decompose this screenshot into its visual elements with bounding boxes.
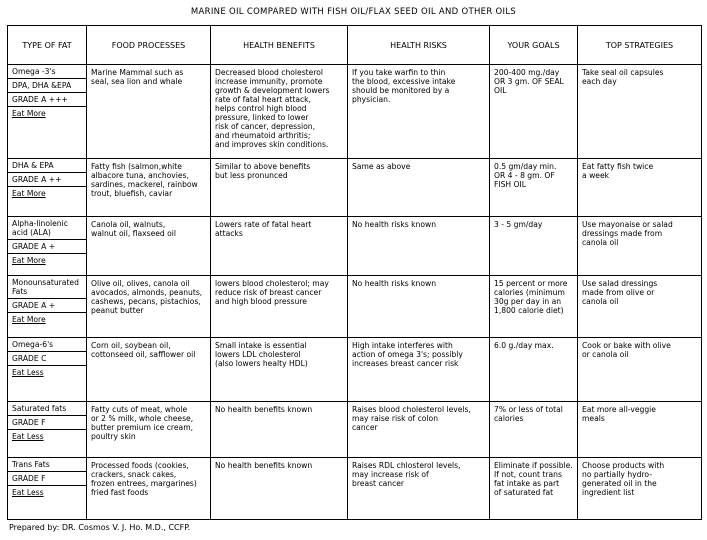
- type-of-fat-cell: [8, 65, 87, 159]
- strategies-cell: Use mayonaise or salad dressings made from canola oil: [578, 216, 702, 275]
- goals-cell: 6.0 g./day max.: [490, 337, 578, 402]
- fat-name: Saturated fats: [8, 402, 86, 416]
- fat-grade: GRADE A +: [8, 240, 86, 254]
- risks-cell: No health risks known: [348, 276, 490, 337]
- table-row: [8, 402, 702, 458]
- header-top-strategies: TOP STRATEGIES: [578, 26, 702, 65]
- risks-cell: Same as above: [348, 159, 490, 216]
- advice-label: Eat Less: [12, 488, 44, 498]
- type-of-fat-cell: [8, 159, 87, 216]
- header-row: [8, 26, 702, 65]
- table-row: [8, 276, 702, 337]
- goals-cell: 0.5 gm/day min. OR 4 - 8 gm. OF FISH OIL: [490, 159, 578, 216]
- goals-cell: Eliminate if possible. If not, count trans fat intake as part of saturated fat: [490, 458, 578, 520]
- header-health-benefits: HEALTH BENEFITS: [211, 26, 348, 65]
- fat-grade: GRADE C: [8, 352, 86, 366]
- fat-grade: GRADE A +: [8, 299, 86, 313]
- risks-cell: No health risks known: [348, 216, 490, 275]
- risks-cell: High intake interferes with action of omega 3's; possibly increases breast cancer risk: [348, 337, 490, 402]
- header-your-goals: YOUR GOALS: [490, 26, 578, 65]
- type-of-fat-cell: [8, 458, 87, 520]
- fat-comparison-table: [7, 25, 702, 520]
- advice-label: Eat More: [12, 189, 46, 199]
- fat-name: Omega-6's: [8, 338, 86, 352]
- table-row: [8, 458, 702, 520]
- benefits-cell: Small intake is essential lowers LDL cholesterol (also lowers healty HDL): [211, 337, 348, 402]
- fat-grade: GRADE A +++: [8, 93, 86, 107]
- goals-cell: 3 - 5 gm/day: [490, 216, 578, 275]
- advice-label: Eat More: [12, 109, 46, 118]
- goals-cell: 7% or less of total calories: [490, 402, 578, 458]
- strategies-cell: Choose products with no partially hydro- generated oil in the ingredient list: [578, 458, 702, 520]
- fat-name: DHA & EPA: [8, 159, 86, 173]
- type-of-fat-cell: [8, 337, 87, 402]
- page-title: MARINE OIL COMPARED WITH FISH OIL/FLAX SEED OIL AND OTHER OILS: [190, 7, 517, 17]
- advice-label: Eat Less: [12, 367, 44, 377]
- benefits-cell: lowers blood cholesterol; may reduce risk of breast cancer and high blood pressure: [211, 276, 348, 337]
- fat-grade: GRADE F: [8, 416, 86, 430]
- fat-grade: GRADE A ++: [8, 173, 86, 187]
- type-of-fat-cell: [8, 402, 87, 458]
- risks-cell: Raises blood cholesterol levels, may raise risk of colon cancer: [348, 402, 490, 458]
- advice-label: Eat More: [12, 255, 46, 265]
- benefits-cell: No health benefits known: [211, 402, 348, 458]
- table-row: [8, 159, 702, 216]
- food-cell: Processed foods (cookies, crackers, snack cakes, frozen entrees, margarines) fried fast foods: [87, 458, 211, 520]
- table-row: [8, 216, 702, 275]
- food-cell: Marine Mammal such as seal, sea lion and whale: [87, 65, 211, 159]
- table-row: [8, 337, 702, 402]
- fat-name: Trans Fats: [8, 458, 86, 472]
- fat-grade: GRADE F: [8, 472, 86, 486]
- food-cell: Olive oil, olives, canola oil avocados, almonds, peanuts, cashews, pecans, pistachios, peanut butter: [87, 276, 211, 337]
- food-cell: Canola oil, walnuts, walnut oil, flaxseed oil: [87, 216, 211, 275]
- header-health-risks: HEALTH RISKS: [348, 26, 490, 65]
- risks-cell: Raises RDL chlosterol levels, may increase risk of breast cancer: [348, 458, 490, 520]
- goals-cell: 15 percent or more calories (minimum 30g per day in an 1,800 calorie diet): [490, 276, 578, 337]
- table-row: [8, 65, 702, 159]
- strategies-cell: Eat more all-veggie meals: [578, 402, 702, 458]
- risks-cell: If you take warfin to thin the blood, excessive intake should be monitored by a physician.: [348, 65, 490, 159]
- prepared-by-note: Prepared by: DR. Cosmos V. J. Ho. M.D., CCFP.: [9, 523, 191, 532]
- benefits-cell: Similar to above benefits but less pronunced: [211, 159, 348, 216]
- type-of-fat-cell: [8, 216, 87, 275]
- type-of-fat-cell: [8, 276, 87, 337]
- food-cell: Corn oil, soybean oil, cottonseed oil, safflower oil: [87, 337, 211, 402]
- goals-cell: 200-400 mg./day OR 3 gm. OF SEAL OIL: [490, 65, 578, 159]
- food-cell: Fatty fish (salmon,white albacore tuna, anchovies, sardines, mackerel, rainbow trout, bluefish, caviar: [87, 159, 211, 216]
- fat-subtype: DPA, DHA &EPA: [8, 79, 86, 93]
- advice-label: Eat More: [12, 315, 46, 325]
- strategies-cell: Eat fatty fish twice a week: [578, 159, 702, 216]
- fat-name: Alpha-linolenic acid (ALA): [8, 217, 86, 240]
- header-food-processes: FOOD PROCESSES: [87, 26, 211, 65]
- strategies-cell: Use salad dressings made from olive or canola oil: [578, 276, 702, 337]
- benefits-cell: Decreased blood cholesterol increase immunity, promote growth & development lowers rate of fatal heart attack, helps control high blood pressure, linked to lower risk of cancer, depression, and rheumatoid arthritis; and improves skin conditions.: [211, 65, 348, 159]
- benefits-cell: Lowers rate of fatal heart attacks: [211, 216, 348, 275]
- fat-name: Monounsaturated Fats: [8, 276, 86, 299]
- header-type-of-fat: TYPE OF FAT: [8, 26, 87, 65]
- food-cell: Fatty cuts of meat, whole or 2 % milk, whole cheese, butter premium ice cream, poultry skin: [87, 402, 211, 458]
- strategies-cell: Cook or bake with olive or canola oil: [578, 337, 702, 402]
- advice-label: Eat Less: [12, 432, 44, 442]
- benefits-cell: No health benefits known: [211, 458, 348, 520]
- fat-name: Omega -3's: [8, 65, 86, 79]
- strategies-cell: Take seal oil capsules each day: [578, 65, 702, 159]
